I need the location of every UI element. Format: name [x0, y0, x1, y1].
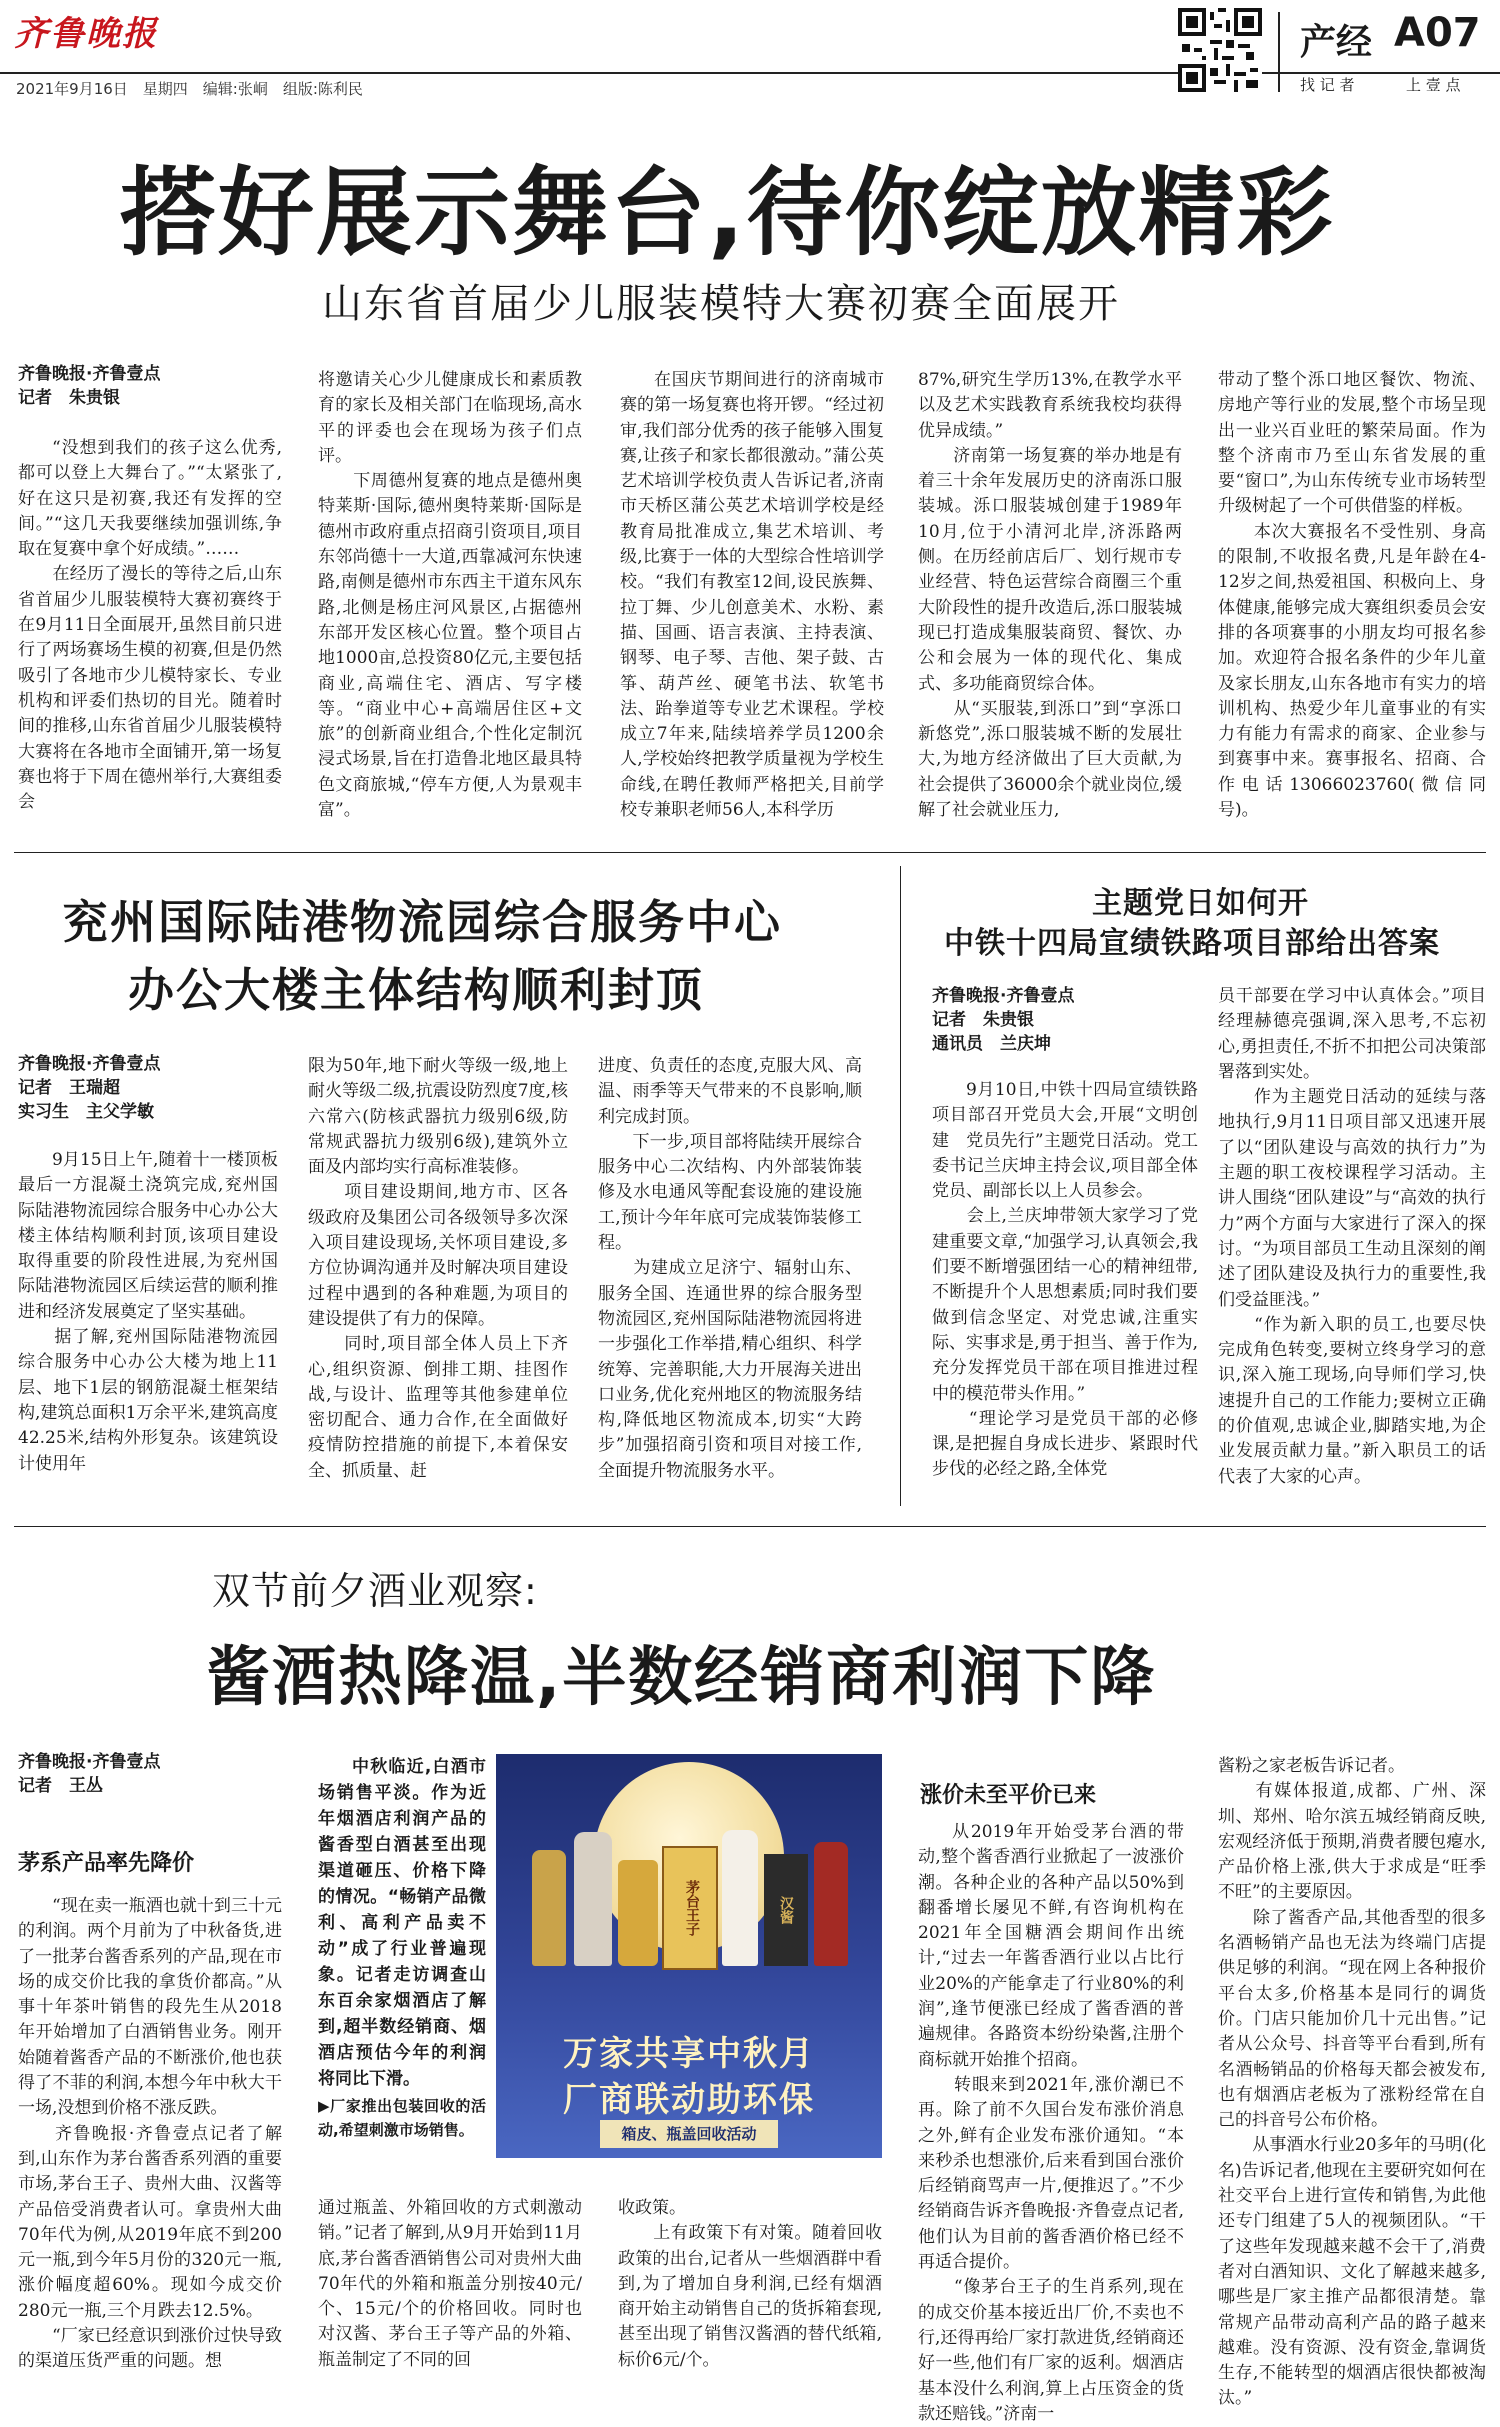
article3-byline — [932, 984, 1192, 1056]
article4-col4: 从2019年开始受茅台酒的带动,整个酱香酒行业掀起了一波涨价潮。各种企业的各种产品以50%到翻番增长屡见不鲜,有咨询机构在2021年全国糖酒会期间作出统计,“过去一年酱香酒行业以占比行业20%的产能拿走了行业80%的利润”,逢节便涨已经成了酱香酒的普遍规律。各路资本纷纷染酱,注册个商标就开始推个招商。 转眼来到2021年,涨价潮已不再。除了前不久国台发布涨价消息之外,鲜有企业发布涨价通知。“本来秒杀也想涨价,后来看到国台涨价后经销商骂声一片,便推迟了。”不少经销商告诉齐鲁晚报·齐鲁壹点记者,他们认为目前的酱香酒价格已经不再适合提价。 “像茅台王子的生肖系列,现在的成交价基本接近出厂价,不卖也不行,还得再给厂家打款进货,经销商还好一些,他们有厂家的返利。烟酒店基本没什么利润,算上占压资金的货款还赔钱。”济南一 — [918, 1822, 1184, 2424]
article2-byline — [18, 1052, 278, 1124]
article4-col2: 通过瓶盖、外箱回收的方式刺激动销。”记者了解到,从9月开始到11月底,茅台酱香酒销售公司对贵州大曲70年代的外箱和瓶盖分别按40元/个、15元/个的价格回收。同时也对汉酱、茅台王子等产品的外箱、瓶盖制定了不同的回 — [318, 2198, 582, 2370]
slogan-left: 找 记 者 — [1300, 76, 1355, 94]
section-name: 产经 — [1300, 22, 1373, 63]
article4-subhead-2: 涨价未至平价已来 — [920, 1783, 1097, 1808]
byline-line: 记者 朱贵银 — [932, 1010, 1034, 1030]
bottle-icon — [574, 1832, 612, 1966]
masthead-date-line: 2021年9月16日 星期四 编辑:张峒 组版:陈利民 — [16, 80, 363, 98]
article1-byline — [18, 362, 278, 410]
article4-byline — [18, 1750, 278, 1798]
section-rule — [14, 852, 1486, 853]
ad-slogan-line2: 厂商联动助环保 — [563, 2080, 815, 2120]
article1-col3: 在国庆节期间进行的济南城市赛的第一场复赛也将开锣。“经过初审,我们部分优秀的孩子能够入围复赛,让孩子和家长都很激动。”蒲公英艺术培训学校负责人告诉记者,济南市天桥区蒲公英艺术培训学校是经教育局批准成立,集艺术培训、考级,比赛于一体的大型综合性培训学校。“我们有教室12间,设民族舞、拉丁舞、少儿创意美术、水粉、素描、国画、语言表演、主持表演、钢琴、电子琴、吉他、架子鼓、古筝、葫芦丝、硬笔书法、软笔书法、跆拳道等专业艺术课程。学校成立7年来,陆续培养学员1200余人,学校始终把教学质量视为学校生命线,在聘任教师严格把关,目前学校专兼职老师56人,本科学历 — [620, 370, 884, 821]
masthead-rule — [0, 72, 1500, 74]
article4-intro: 中秋临近,白酒市场销售平淡。作为近年烟酒店利润产品的酱香型白酒甚至出现渠道砸压、价格下降的情况。“畅销产品微利、高利产品卖不动”成了行业普遍现象。记者走访调查山东百余家烟酒店了解到,超半数经销商、烟酒店预估今年的利润将同比下滑。 — [318, 1757, 486, 2089]
section-rule — [14, 1526, 1486, 1527]
article2-title-line1: 兖州国际陆港物流园综合服务中心 — [62, 895, 782, 949]
article1-col4: 87%,研究生学历13%,在教学水平以及艺术实践教育系统我校均获得优异成绩。” 济南第一场复赛的举办地是有着三十余年发展历史的济南泺口服装城。泺口服装城创建于1989年10月,位于小清河北岸,济泺路两侧。在历经前店后厂、划行规市专业经营、特色运营综合商圈三个重大阶段性的提升改造后,泺口服装城现已打造成集服装商贸、餐饮、办公和会展为一体的现代化、集成式、多功能商贸综合体。 从“买服装,到泺口”到“享泺口 新悠党”,泺口服装城不断的发展壮大,为地方经济做出了巨大贡献,为社会提供了36000余个就业岗位,缓解了社会就业压力, — [918, 370, 1182, 821]
page-number: A07 — [1394, 10, 1481, 56]
masthead-logo: 齐鲁晚报 — [14, 14, 158, 54]
byline-line: 齐鲁晚报·齐鲁壹点 — [18, 1054, 161, 1074]
article4-title: 酱酒热降温,半数经销商利润下降 — [206, 1641, 1157, 1715]
byline-line: 齐鲁晚报·齐鲁壹点 — [932, 986, 1075, 1006]
masthead-divider — [1278, 12, 1280, 92]
article1-subtitle: 山东省首届少儿服装模特大赛初赛全面展开 — [322, 281, 1120, 327]
article2-title-line2: 办公大楼主体结构顺利封顶 — [128, 963, 704, 1017]
article4-col5: 酱粉之家老板告诉记者。 有媒体报道,成都、广州、深圳、郑州、哈尔滨五城经销商反映,宏观经济低于预期,消费者腰包瘪水,产品价格上涨,供大于求成是“旺季不旺”的主要原因。 除了酱香产品,其他香型的很多名酒畅销产品也无法为终端门店提供足够的利润。“现在网上各种报价平台太多,价格基本是同行的调货价。门店只能加价几十元出售。”记者从公众号、抖音等平台看到,所有名酒畅销品的价格每天都会被发布,也有烟酒店老板为了涨粉经常在自己的抖音号公布价格。 从事酒水行业20多年的马明(化名)告诉记者,他现在主要研究如何在社交平台上进行宣传和销售,为此他还专门组建了5人的视频团队。“干了这些年发现越来越不会干了,消费者对白酒知识、文化了解越来越多,哪些是厂家主推产品都很清楚。靠常规产品带动高利产品的路子越来越难。没有资源、没有资金,靠调货生存,不能转型的烟酒店很快都被淘汰。” — [1218, 1756, 1486, 2409]
article1-col1: “没想到我们的孩子这么优秀,都可以登上大舞台了。”“太紧张了,好在这只是初赛,我还有发挥的空间。”“这几天我要继续加强训练,争取在复赛中拿个好成绩。”…… 在经历了漫长的等待之后,山东省首届少儿服装模特大赛初赛终于在9月11日全面展开,虽然目前只进行了两场赛场生模的初赛,但是仍然吸引了各地市少儿模特家长、专业机构和评委们热切的目光。随着时间的推移,山东省首届少儿服装模特大赛将在各地市全面铺开,第一场复赛也将于下周在德州举行,大赛组委会 — [18, 438, 282, 813]
slogan-right: 上 壹 点 — [1406, 76, 1461, 94]
ad-banner: 箱皮、瓶盖回收活动 — [600, 2120, 778, 2148]
article1-title: 搭好展示舞台,待你绽放精彩 — [120, 157, 1335, 269]
article4-col1: “现在卖一瓶酒也就十到三十元的利润。两个月前为了中秋备货,进了一批茅台酱香系列的产品,现在市场的成交价比我的拿货价都高。”从事十年茶叶销售的段先生从2018年开始增加了白酒销售业务。刚开始随着酱香产品的不断涨价,他也获得了不菲的利润,本想今年中秋大干一场,没想到价格不涨反跌。 齐鲁晚报·齐鲁壹点记者了解到,山东作为茅台酱香系列酒的重要市场,茅台王子、贵州大曲、汉酱等产品倍受消费者认可。拿贵州大曲70年代为例,从2019年底不到200元一瓶,到今年5月份的320元一瓶,涨价幅度超60%。现如今成交价280元一瓶,三个月跌去12.5%。 “厂家已经意识到涨价过快导致的渠道压货严重的问题。想 — [18, 1896, 282, 2372]
column-divider — [900, 866, 901, 1506]
bottle-icon — [532, 1850, 566, 1966]
bottle-icon — [618, 1860, 658, 1966]
liquor-ad-image — [496, 1754, 882, 2158]
bottle-icon — [722, 1830, 758, 1966]
article4-col3: 收政策。 上有政策下有对策。随着回收政策的出台,记者从一些烟酒群中看到,为了增加自身利润,已经有烟酒商开始主动销售自己的货拆箱套现,甚至出现了销售汉酱酒的替代纸箱,标价6元/个。 — [618, 2198, 882, 2370]
article1-col5: 带动了整个泺口地区餐饮、物流、房地产等行业的发展,整个市场呈现出一业兴百业旺的繁荣局面。作为整个济南市乃至山东省发展的重要“窗口”,为山东传统专业市场转型升级树起了一个可供借鉴的样板。 本次大赛报名不受性别、身高的限制,不收报名费,凡是年龄在4-12岁之间,热爱祖国、积极向上、身体健康,能够完成大赛组织委员会安排的各项赛事的小朋友均可报名参加。欢迎符合报名条件的少年儿童及家长朋友,山东各地市有实力的培训机构、热爱少年儿童事业的有实力有能力有需求的商家、企业参与到赛事中来。赛事报名、招商、合作电话13066023760(微信同号)。 — [1218, 370, 1486, 821]
article3-title-line2: 中铁十四局宣绩铁路项目部给出答案 — [944, 926, 1440, 961]
qr-code-icon — [1178, 8, 1262, 92]
article2-col3: 进度、负责任的态度,克服大风、高温、雨季等天气带来的不良影响,顺利完成封顶。 下一步,项目部将陆续开展综合服务中心二次结构、内外部装饰装修及水电通风等配套设施的建设施工,预计今年年底可完成装饰装修工程。 为建成立足济宁、辐射山东、服务全国、连通世界的综合服务型物流园区,兖州国际陆港物流园将进一步强化工作举措,精心组织、科学统筹、完善职能,大力开展海关进出口业务,优化兖州地区的物流服务结构,降低地区物流成本,切实“大跨步”加强招商引资和项目对接工作,全面提升物流服务水平。 — [598, 1056, 862, 1481]
bottle-icon — [814, 1842, 848, 1966]
article4-subhead-1: 茅系产品率先降价 — [18, 1851, 195, 1876]
article2-col1: 9月15日上午,随着十一楼顶板最后一方混凝土浇筑完成,兖州国际陆港物流园综合服务中心办公大楼主体结构顺利封顶,该项目建设取得重要的阶段性进展,为兖州国际陆港物流园区后续运营的顺利推进和经济发展奠定了坚实基础。 据了解,兖州国际陆港物流园综合服务中心办公大楼为地上11层、地下1层的钢筋混凝土框架结构,建筑总面积1万余平米,建筑高度42.25米,结构外形复杂。该建筑设计使用年 — [18, 1150, 278, 1474]
article3-title-line1: 主题党日如何开 — [1092, 886, 1309, 921]
byline-line: 齐鲁晚报·齐鲁壹点 — [18, 1752, 161, 1772]
bottle-box-icon: 汉酱 — [764, 1854, 808, 1966]
article4-kicker: 双节前夕酒业观察: — [212, 1569, 538, 1613]
byline-line: 实习生 主父学敏 — [18, 1102, 154, 1122]
byline-line: 通讯员 兰庆坤 — [932, 1034, 1051, 1054]
article3-col2: 员干部要在学习中认真体会。”项目经理赫德亮强调,深入思考,不忘初心,勇担责任,不折不扣把公司决策部署落到实处。 作为主题党日活动的延续与落地执行,9月11日项目部又迅速开展了以“团队建设与高效的执行力”为主题的职工夜校课程学习活动。主讲人围绕“团队建设”与“高效的执行力”两个方面与大家进行了深入的探讨。“为项目部员工生动且深刻的阐述了团队建设及执行力的重要性,我们受益匪浅。” “作为新入职的员工,也要尽快完成角色转变,要树立终身学习的意识,深入施工现场,向导师们学习,快速提升自己的工作能力;要树立正确的价值观,忠诚企业,脚踏实地,为企业发展贡献力量。”新入职员工的话代表了大家的心声。 — [1218, 986, 1486, 1487]
article3-col1: 9月10日,中铁十四局宣绩铁路项目部召开党员大会,开展“文明创建 党员先行”主题党日活动。党工委书记兰庆坤主持会议,项目部全体党员、副部长以上人员参会。 会上,兰庆坤带领大家学习了党建重要文章,“加强学习,认真领会,我们要不断增强团结一心的精神纽带,不断提升个人思想素质;同时我们要做到信念坚定、对党忠诚,注重实际、实事求是,勇于担当、善于作为,充分发挥党员干部在项目推进过程中的模范带头作用。” “理论学习是党员干部的必修课,是把握自身成长进步、紧跟时代步伐的必经之路,全体党 — [932, 1080, 1198, 1480]
byline-line: 齐鲁晚报·齐鲁壹点 — [18, 364, 161, 384]
article1-col2: 将邀请关心少儿健康成长和素质教育的家长及相关部门在临现场,高水平的评委也会在现场为孩子们点评。 下周德州复赛的地点是德州奥特莱斯·国际,德州奥特莱斯·国际是德州市政府重点招商引资项目,项目东邻尚德十一大道,西靠减河东快速路,南侧是德州市东西主干道东风东路,北侧是杨庄河风景区,占据德州东部开发区核心位置。整个项目占地1000亩,总投资80亿元,主要包括商业,高端住宅、酒店、写字楼等。“商业中心+高端居住区+文旅”的创新商业组合,个性化定制沉浸式场景,旨在打造鲁北地区最具特色文商旅城,“停车方便,人为景观丰富”。 — [318, 370, 582, 821]
article2-col2: 限为50年,地下耐火等级一级,地上耐火等级二级,抗震设防烈度7度,核六常六(防核武器抗力级别6级,防常规武器抗力级别6级),建筑外立面及内部均实行高标准装修。 项目建设期间,地方市、区各级政府及集团公司各级领导多次深入项目建设现场,关怀项目建设,多方位协调沟通并及时解决项目建设过程中遇到的各种难题,为项目的建设提供了有力的保障。 同时,项目部全体人员上下齐心,组织资源、倒排工期、挂图作战,与设计、监理等其他参建单位密切配合、通力合作,在全面做好疫情防控措施的前提下,本着保安全、抓质量、赶 — [308, 1056, 568, 1481]
bottle-box-icon: 茅台王子 — [662, 1846, 718, 1970]
ad-caption: ▶厂家推出包装回收的活动,希望刺激市场销售。 — [318, 2097, 486, 2139]
byline-line: 记者 王丛 — [18, 1776, 103, 1796]
ad-slogan-line1: 万家共享中秋月 — [563, 2034, 815, 2074]
byline-line: 记者 朱贵银 — [18, 388, 120, 408]
byline-line: 记者 王瑞超 — [18, 1078, 120, 1098]
